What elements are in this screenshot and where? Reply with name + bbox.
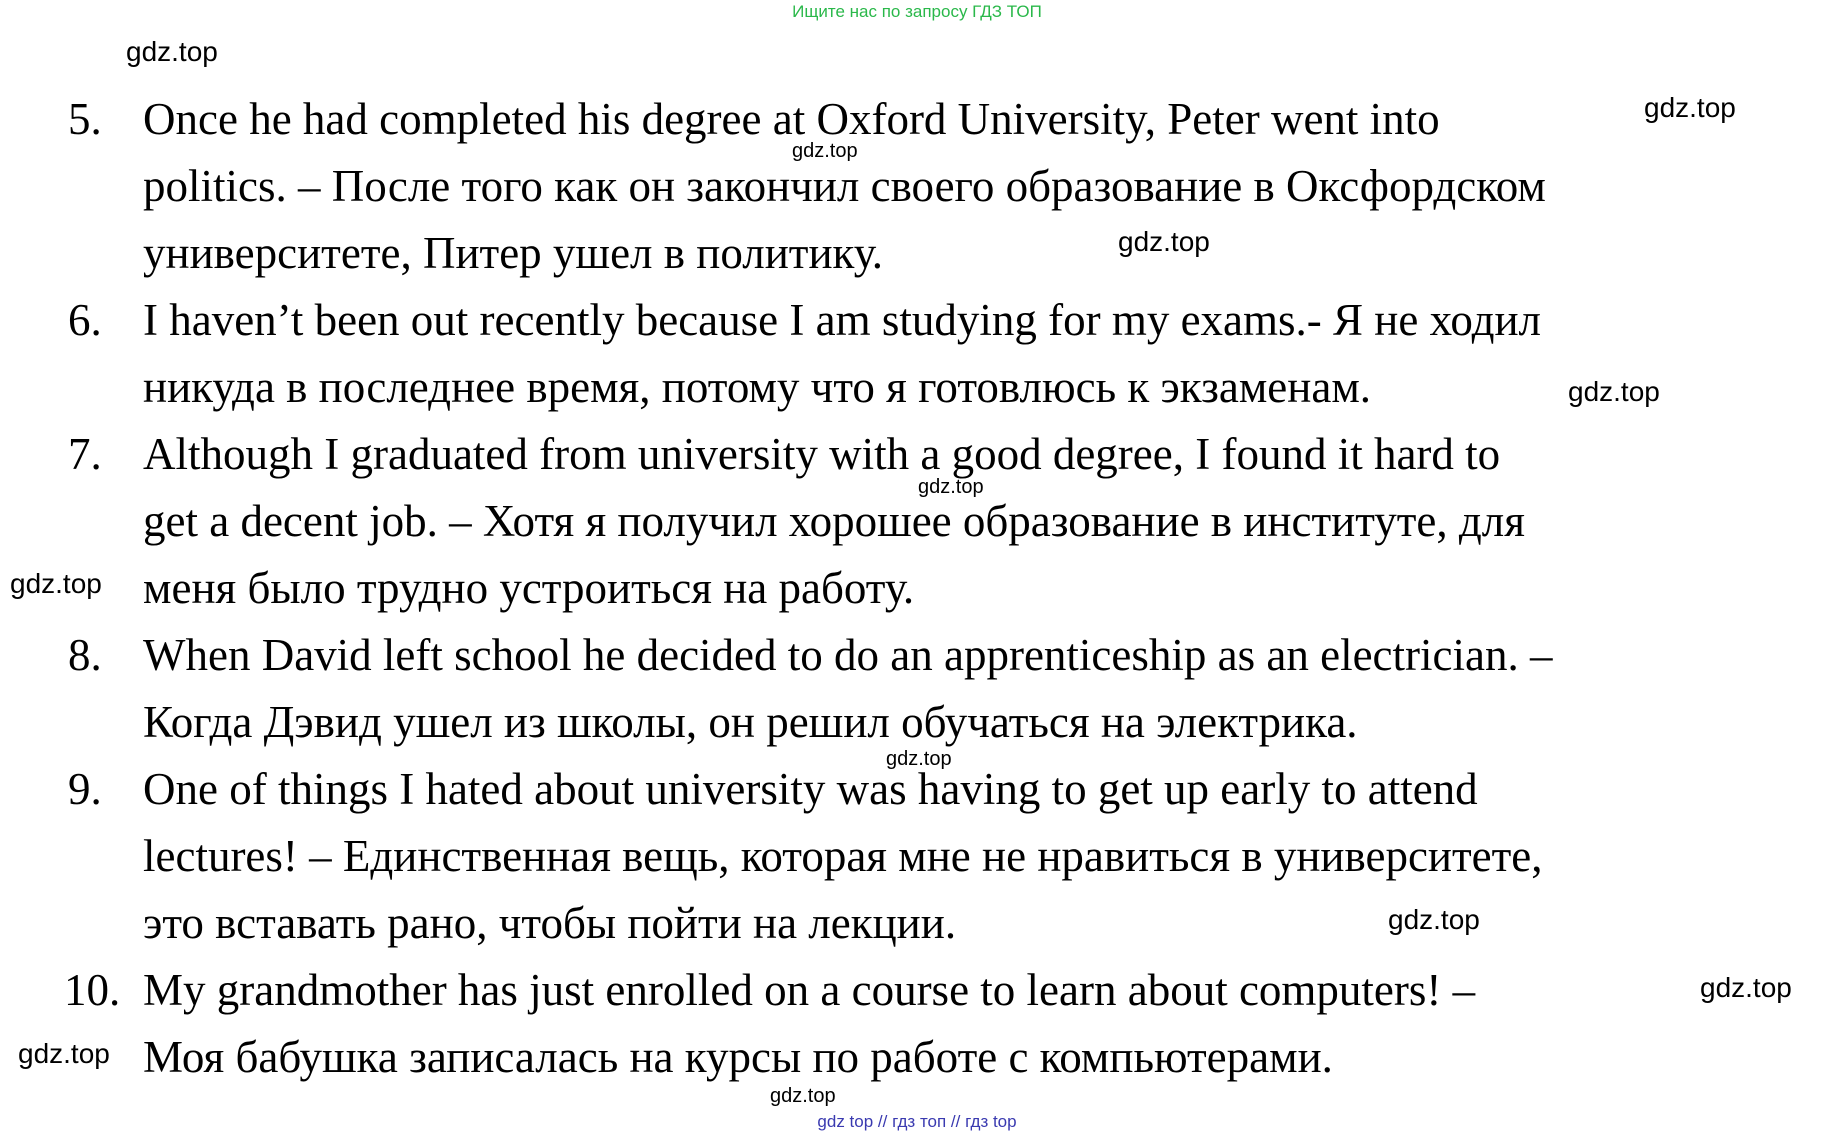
entry-number: 10.	[64, 965, 121, 1015]
watermark: gdz.top	[1388, 904, 1480, 935]
entry-8	[0, 622, 1834, 756]
entry-text	[143, 86, 1834, 287]
entry-line: Although I graduated from university with a good degree, I found it hard to	[143, 429, 1501, 479]
entry-line: Моя бабушка записалась на курсы по работе с компьютерами.	[143, 1032, 1333, 1082]
entry-number: 8.	[68, 630, 102, 680]
entry-line: меня было трудно устроиться на работу.	[143, 563, 915, 613]
watermark: gdz.top	[1644, 92, 1736, 123]
entry-number: 6.	[68, 295, 102, 345]
watermark: gdz.top	[126, 36, 218, 67]
watermark: gdz.top	[792, 140, 858, 162]
exercise-answers	[0, 86, 1834, 1091]
entry-number: 5.	[68, 94, 102, 144]
entry-line: When David left school he decided to do an apprenticeship as an electrician. –	[143, 630, 1553, 680]
entry-line: никуда в последнее время, потому что я готовлюсь к экзаменам.	[143, 362, 1372, 412]
footer-banner: gdz top // гдз топ // гдз top	[817, 1112, 1017, 1131]
entry-10	[0, 957, 1834, 1091]
entry-line: get a decent job. – Хотя я получил хорошее образование в институте, для	[143, 496, 1525, 546]
watermark: gdz.top	[886, 748, 952, 770]
watermark: gdz.top	[10, 568, 102, 599]
top-search-banner: Ищите нас по запросу ГДЗ ТОП	[792, 2, 1042, 21]
entry-line: Once he had completed his degree at Oxford University, Peter went into	[143, 94, 1440, 144]
entry-line: университете, Питер ушел в политику.	[143, 228, 883, 278]
watermark: gdz.top	[18, 1038, 110, 1069]
entry-line: это вставать рано, чтобы пойти на лекции.	[143, 898, 957, 948]
entry-line: politics. – После того как он закончил своего образование в Оксфордском	[143, 161, 1546, 211]
entry-text	[143, 622, 1834, 756]
entry-line: One of things I hated about university was having to get up early to attend	[143, 764, 1478, 814]
watermark: gdz.top	[1568, 376, 1660, 407]
watermark: gdz.top	[918, 476, 984, 498]
watermark: gdz.top	[770, 1085, 836, 1107]
entry-line: My grandmother has just enrolled on a course to learn about computers! –	[143, 965, 1476, 1015]
watermark: gdz.top	[1700, 972, 1792, 1003]
entry-9	[0, 756, 1834, 957]
watermark: gdz.top	[1118, 226, 1210, 257]
entry-line: lectures! – Единственная вещь, которая мне не нравиться в университете,	[143, 831, 1543, 881]
entry-5	[0, 86, 1834, 287]
entry-number: 7.	[68, 429, 102, 479]
entry-7	[0, 421, 1834, 622]
entry-line: I haven’t been out recently because I am studying for my exams.- Я не ходил	[143, 295, 1542, 345]
entry-text	[143, 756, 1834, 957]
entry-number: 9.	[68, 764, 102, 814]
entry-line: Когда Дэвид ушел из школы, он решил обучаться на электрика.	[143, 697, 1358, 747]
entry-6	[0, 287, 1834, 421]
entry-text	[143, 421, 1834, 622]
entry-text	[143, 957, 1834, 1091]
